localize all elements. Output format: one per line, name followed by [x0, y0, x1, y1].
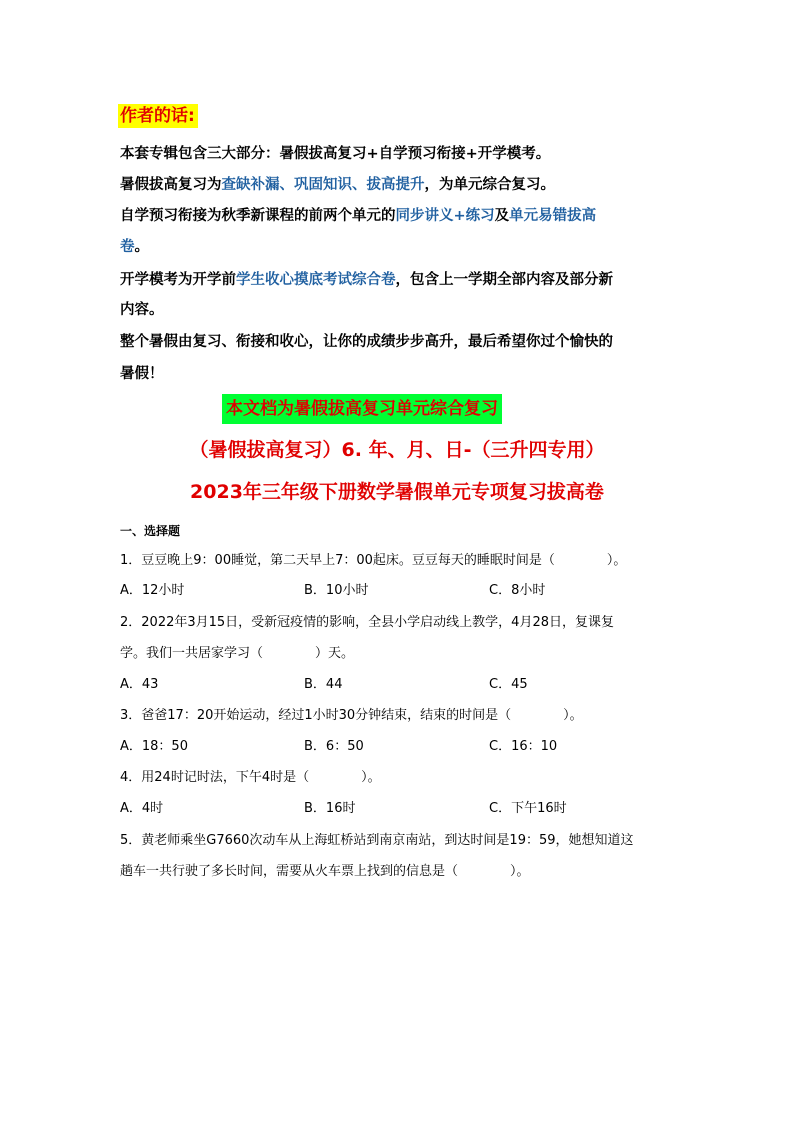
document-title: （暑假拔高复习）6. 年、月、日-（三升四专用）: [189, 439, 605, 461]
question-2-text-cont: 学。我们一共居家学习（ ）天。: [120, 646, 355, 661]
intro-text: ，包含上一学期全部内容及部分新: [395, 272, 613, 288]
question-3-option-a: A．18：50: [120, 739, 188, 754]
intro-text: 自学预习衔接为秋季新课程的前两个单元的: [120, 208, 396, 224]
question-5-text: 5．黄老师乘坐G7660次动车从上海虹桥站到南京南站，到达时间是19：59，她想知道这: [120, 833, 634, 848]
intro-paragraph-4-cont: 内容。: [120, 302, 164, 318]
intro-paragraph-5: 整个暑假由复习、衔接和收心，让你的成绩步步高升，最后希望你过个愉快的: [120, 334, 613, 350]
question-5-text-cont: 趟车一共行驶了多长时间，需要从火车票上找到的信息是（ ）。: [120, 864, 530, 879]
question-4-option-c: C．下午16时: [489, 801, 567, 816]
intro-highlight: 同步讲义+练习: [395, 208, 495, 224]
question-1-option-b: B．10小时: [304, 583, 369, 598]
question-1-text: 1．豆豆晚上9：00睡觉，第二天早上7：00起床。豆豆每天的睡眠时间是（ ）。: [120, 553, 627, 568]
question-2-option-a: A．43: [120, 677, 159, 692]
question-4-option-b: B．16时: [304, 801, 356, 816]
intro-text: 开学模考为开学前: [120, 272, 236, 288]
question-3-option-c: C．16：10: [489, 739, 558, 754]
question-1-option-c: C．8小时: [489, 583, 546, 598]
intro-text: 及: [494, 208, 510, 224]
author-note-title: 作者的话:: [118, 104, 198, 128]
intro-highlight: 学生收心摸底考试综合卷: [236, 272, 396, 288]
question-3-option-b: B．6：50: [304, 739, 364, 754]
question-2-option-c: C．45: [489, 677, 528, 692]
intro-highlight: 查缺补漏、巩固知识、拔高提升: [221, 177, 425, 193]
question-1-option-a: A．12小时: [120, 583, 185, 598]
section-heading: 一、选择题: [120, 524, 181, 538]
intro-paragraph-3-cont: [120, 237, 680, 257]
question-2-text: 2．2022年3月15日，受新冠疫情的影响，全县小学启动线上教学，4月28日，复课复: [120, 615, 614, 630]
intro-paragraph-1: 本套专辑包含三大部分：暑假拔高复习+自学预习衔接+开学模考。: [120, 146, 551, 162]
document-subtitle: 2023年三年级下册数学暑假单元专项复习拔高卷: [190, 481, 604, 503]
question-2-option-b: B．44: [304, 677, 343, 692]
intro-paragraph-5-cont: 暑假！: [120, 366, 164, 382]
intro-highlight: 单元易错拔高: [509, 208, 597, 224]
intro-paragraph-3: [120, 206, 680, 226]
intro-text: 。: [134, 239, 149, 255]
intro-text: ，为单元综合复习。: [424, 177, 555, 193]
question-3-text: 3．爸爸17：20开始运动，经过1小时30分钟结束，结束的时间是（ ）。: [120, 708, 583, 723]
question-4-text: 4．用24时记时法，下午4时是（ ）。: [120, 770, 381, 785]
question-4-option-a: A．4时: [120, 801, 164, 816]
intro-paragraph-4: [120, 270, 680, 290]
intro-paragraph-2: [120, 175, 680, 195]
intro-highlight: 卷: [120, 239, 135, 255]
intro-text: 暑假拔高复习为: [120, 177, 222, 193]
document-banner: 本文档为暑假拔高复习单元综合复习: [222, 394, 502, 424]
